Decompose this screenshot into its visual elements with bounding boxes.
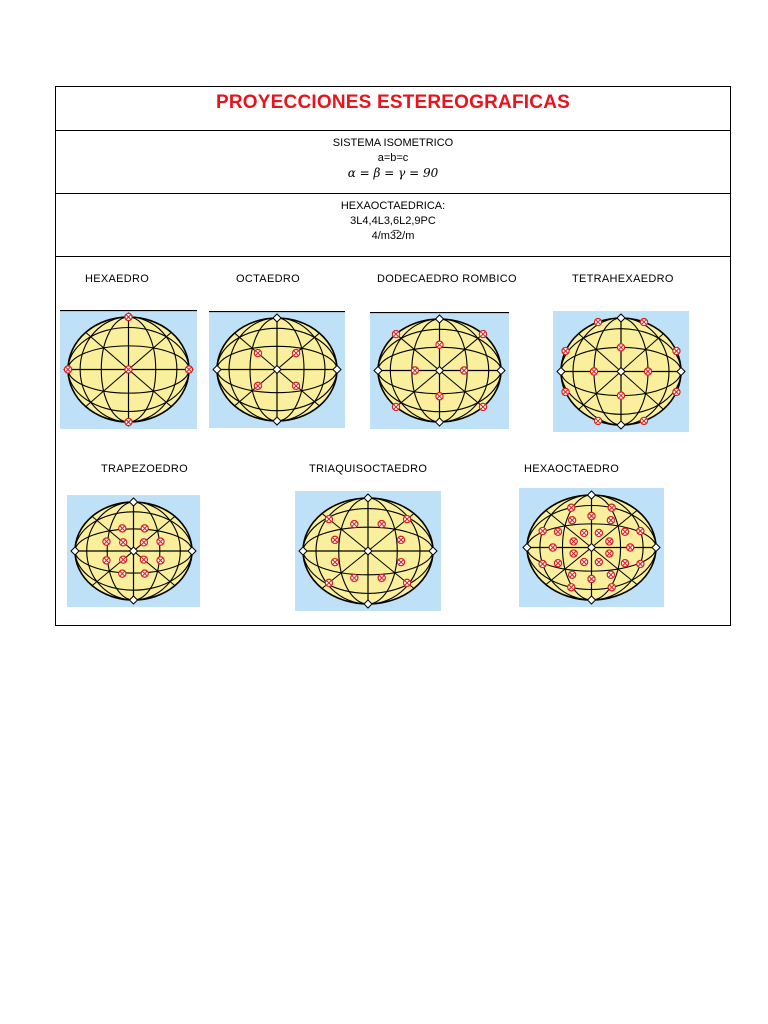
stereonet-icon [209,311,345,428]
pole-icon [103,538,110,545]
pole-icon [403,516,410,523]
projection-hexaedro [60,310,197,429]
form-label-dodecaedro: DODECAEDRO ROMBICO [377,273,517,285]
projection-hexaoctaedro [519,488,664,607]
pole-icon [378,574,385,581]
pole-icon [331,559,338,566]
pole-icon [325,516,332,523]
pole-icon [608,584,615,591]
pole-icon [595,558,602,565]
pole-icon [569,571,576,578]
pole-icon [119,570,126,577]
page-title: PROYECCIONES ESTEREOGRAFICAS [216,92,570,113]
pole-icon [640,318,647,325]
pole-icon [539,560,546,567]
pole-icon [539,527,546,534]
pole-icon [617,392,624,399]
pole-icon [64,366,71,373]
pole-icon [125,418,132,425]
form-label-octaedro: OCTAEDRO [236,273,300,285]
class-row [56,194,730,257]
class-symbol: 4/m3̅2/m [371,230,415,242]
pole-icon [595,529,602,536]
stereonet-icon [67,495,200,607]
pole-icon [627,544,634,551]
pole-icon [331,536,338,543]
pole-icon [594,318,601,325]
pole-icon [351,574,358,581]
form-label-triaquisoctaedro: TRIAQUISOCTAEDRO [309,463,428,475]
stereonet-icon [519,488,664,607]
pole-icon [608,504,615,511]
stereonet-icon [370,312,509,429]
system-row [56,131,730,194]
pole-icon [351,520,358,527]
pole-icon [580,558,587,565]
pole-icon [621,528,628,535]
class-name: HEXAOCTAEDRICA: [340,200,446,212]
projection-octaedro [209,311,345,428]
form-label-trapezoedro: TRAPEZOEDRO [101,463,189,475]
pole-icon [568,504,575,511]
class-elements: 3L4,4L3,6L2,9PC [350,215,436,227]
pole-icon [673,347,680,354]
pole-icon [461,367,468,374]
form-label-hexaoctaedro: HEXAOCTAEDRO [524,463,620,475]
pole-icon [479,330,486,337]
pole-icon [140,539,147,546]
pole-icon [254,350,261,357]
pole-icon [119,525,126,532]
projection-dodecaedro [370,312,509,429]
pole-icon [392,403,399,410]
pole-icon [569,517,576,524]
projection-triaquisoctaedro [295,491,441,611]
pole-icon [549,544,556,551]
pole-icon [141,525,148,532]
pole-icon [140,556,147,563]
pole-icon [397,559,404,566]
pole-icon [436,341,443,348]
pole-icon [392,330,399,337]
pole-icon [125,366,132,373]
pole-icon [568,584,575,591]
pole-icon [607,517,614,524]
pole-icon [606,550,613,557]
pole-icon [157,538,164,545]
pole-icon [141,570,148,577]
pole-icon [403,579,410,586]
pole-icon [254,382,261,389]
pole-icon [644,368,651,375]
pole-icon [103,557,110,564]
pole-icon [621,560,628,567]
pole-icon [325,579,332,586]
pole-icon [594,417,601,424]
pole-icon [397,536,404,543]
pole-icon [580,529,587,536]
system-name: SISTEMA ISOMETRICO [332,137,454,149]
stereonet-icon [60,310,197,429]
pole-icon [554,528,561,535]
pole-icon [562,347,569,354]
pole-icon [125,313,132,320]
pole-icon [157,557,164,564]
system-angles: α = β = γ = 90 [347,166,439,180]
pole-icon [120,539,127,546]
pole-icon [479,403,486,410]
form-label-hexaedro: HEXAEDRO [85,273,150,285]
form-label-tetrahexaedro: TETRAHEXAEDRO [572,273,674,285]
pole-icon [411,367,418,374]
pole-icon [292,382,299,389]
projection-tetrahexaedro [553,311,689,432]
stereonet-icon [553,311,689,432]
projection-trapezoedro [67,495,200,607]
pole-icon [637,527,644,534]
pole-icon [292,350,299,357]
stereonet-icon [295,491,441,611]
pole-icon [378,520,385,527]
pole-icon [185,366,192,373]
pole-icon [637,560,644,567]
pole-icon [570,538,577,545]
pole-icon [554,560,561,567]
pole-icon [607,571,614,578]
pole-icon [588,575,595,582]
pole-icon [436,393,443,400]
pole-icon [588,512,595,519]
title-row [56,87,730,131]
pole-icon [570,550,577,557]
pole-icon [606,538,613,545]
pole-icon [562,388,569,395]
pole-icon [640,417,647,424]
pole-icon [120,556,127,563]
pole-icon [673,388,680,395]
pole-icon [617,344,624,351]
pole-icon [590,368,597,375]
system-axes: a=b=c [377,152,409,164]
